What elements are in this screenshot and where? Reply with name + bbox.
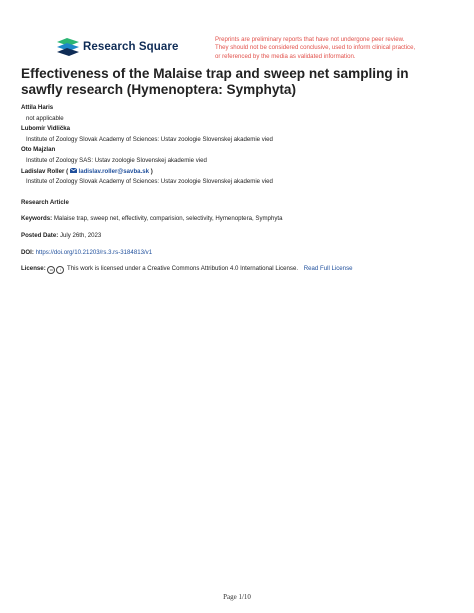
author-list bbox=[21, 103, 451, 188]
keywords-value: Malaise trap, sweep net, effectivity, comparision, selectivity, Hymenoptera, Symphyta bbox=[53, 215, 283, 222]
page-number: Page 1/10 bbox=[223, 593, 251, 601]
doi-label: DOI: bbox=[21, 249, 34, 256]
author-name: Attila Haris bbox=[21, 104, 54, 111]
paper-title: Effectiveness of the Malaise trap and sweep net sampling in sawfly research (Hymenoptera: Symphyta) bbox=[21, 66, 409, 97]
license-text: This work is licensed under a Creative Commons Attribution 4.0 International License. bbox=[67, 265, 299, 272]
author-name: Oto Majzlan bbox=[21, 146, 56, 154]
author-email-link[interactable]: ladislav.roller@savba.sk bbox=[78, 167, 150, 175]
doi-link[interactable]: https://doi.org/10.21203/rs.3.rs-3184813/v1 bbox=[35, 249, 153, 256]
logo-text: Research Square bbox=[83, 41, 179, 53]
author-affiliation: Institute of Zoology Slovak Academy of Sciences: Ustav zoologie Slovenskej akademie vied bbox=[26, 178, 273, 186]
author-affiliation: Institute of Zoology SAS: Ustav zoologie Slovenskej akademie vied bbox=[26, 156, 207, 164]
disclaimer-line: or referenced by the media as validated information. bbox=[215, 52, 356, 60]
article-type bbox=[21, 199, 461, 206]
disclaimer-line: Preprints are preliminary reports that have not undergone peer review. bbox=[215, 36, 405, 43]
creative-commons-icon: cc bbox=[47, 266, 55, 274]
preprint-disclaimer bbox=[215, 36, 455, 61]
research-square-logo[interactable] bbox=[57, 38, 178, 56]
keywords-label: Keywords: bbox=[21, 215, 53, 222]
author-name: Ladislav Roller bbox=[21, 167, 65, 175]
doi-row bbox=[21, 249, 461, 256]
read-full-license-link[interactable]: Read Full License bbox=[303, 265, 353, 272]
attribution-icon: i bbox=[56, 266, 64, 274]
email-parenthetical: ( ladislav.roller@savba.sk ) bbox=[66, 167, 153, 175]
corresponding-author bbox=[21, 167, 451, 178]
author-affiliation: not applicable bbox=[26, 114, 64, 122]
research-square-logo-icon bbox=[57, 38, 79, 56]
author-name: Lubomír Vidlička bbox=[21, 125, 70, 133]
disclaimer-line: They should not be considered conclusive, used to inform clinical practice, bbox=[215, 44, 416, 52]
posted-date-label: Posted Date: bbox=[21, 232, 59, 239]
keywords-row bbox=[21, 215, 461, 222]
author-affiliation: Institute of Zoology Slovak Academy of Sciences: Ustav zoologie Slovenskej akademie vied bbox=[26, 135, 273, 143]
article-type-value: Research Article bbox=[21, 199, 69, 206]
license-row bbox=[21, 265, 461, 274]
envelope-icon bbox=[70, 168, 77, 173]
posted-date-row bbox=[21, 232, 461, 239]
license-label: License: bbox=[21, 265, 46, 272]
posted-date-value: July 26th, 2023 bbox=[59, 232, 102, 239]
